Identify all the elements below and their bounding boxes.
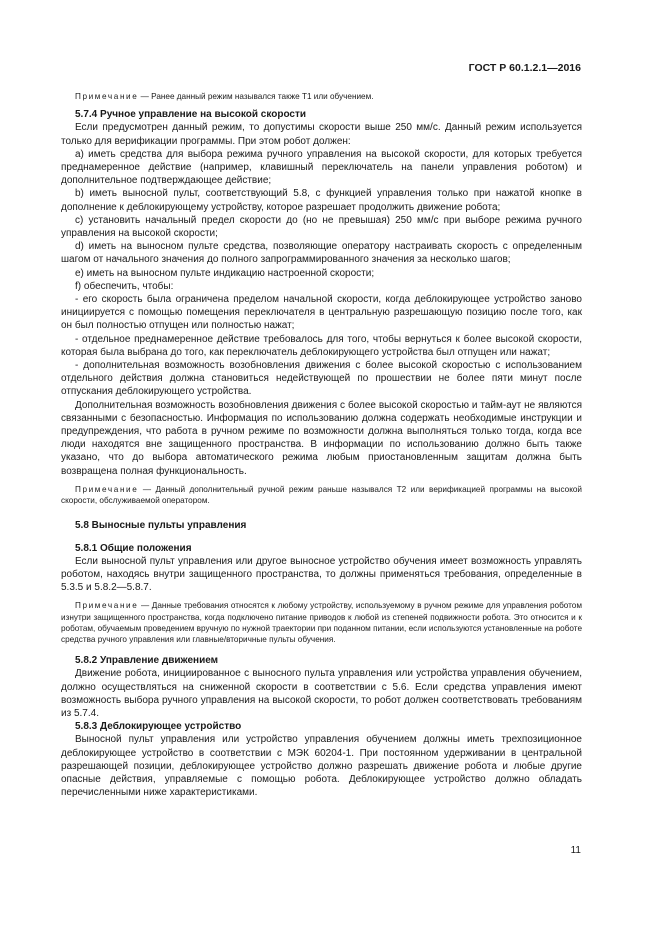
paragraph: Если предусмотрен данный режим, то допустимы скорости выше 250 мм/с. Данный режим используется только для верификации программы. При этом робот должен:: [61, 122, 582, 147]
dash-item-2: - отдельное преднамеренное действие требовалось для того, чтобы вернуться к более высокой скорости, которая была выбрана до того, как переключатель деблокирующего устройства был отпущен или нажат;: [61, 333, 582, 358]
list-item-e: е) иметь на выносном пульте индикацию настроенной скорости;: [75, 267, 375, 279]
note-label: Примечание: [75, 601, 139, 611]
list-item-f: f) обеспечить, чтобы:: [75, 280, 174, 292]
note-label: Примечание: [75, 484, 139, 494]
paragraph: Если выносной пульт управления или другое выносное устройство обучения имеет возможность управлять роботом, находясь внутри защищенного пространства, то должны применяться требования, определенные в 5.3.5 и 5.8.2—5.8.7.: [61, 555, 582, 594]
section-heading-5-8-3: 5.8.3 Деблокирующее устройство: [75, 721, 242, 733]
section-heading-5-7-4: 5.7.4 Ручное управление на высокой скорости: [75, 109, 307, 121]
note-1: [61, 91, 582, 102]
paragraph: Движение робота, инициированное с выносного пульта управления или устройства управления обучением, должно осуществляться на сниженной скорости в соответствии с 5.6. Если средства управления имеют возможность выбора ручного управления на высокой скорости, то робот должен соответствовать требованиям из 5.7.4.: [61, 668, 582, 719]
page-body: [61, 91, 582, 799]
note-3: [61, 600, 582, 645]
list-item-a: а) иметь средства для выбора режима ручного управления на высокой скорости, для которых требуется преднамеренное действие (например, клавишный переключатель на панели управления роботом) и дополнительное подтверждающее действие;: [61, 148, 582, 187]
list-item-d: d) иметь на выносном пульте средства, позволяющие оператору настраивать скорость с определенным шагом от начального значения до полного запрограммированного значения за несколько шагов;: [61, 241, 582, 266]
dash-item-3: - дополнительная возможность возобновления движения с более высокой скоростью с использованием отдельного действия должна становиться недействующей по прошествии не более пяти минут после отпускания деблокирующего устройства.: [61, 360, 582, 398]
document-header: ГОСТ Р 60.1.2.1—2016: [468, 62, 581, 74]
note-text: — Ранее данный режим назывался также Т1 или обучением.: [138, 92, 374, 101]
paragraph: Дополнительная возможность возобновления движения с более высокой скоростью и тайм-аут не являются связанными с безопасностью. Информация по использованию должна содержать необходимые инструкции и предупреждения, что работа в ручном режиме по возможности должна выполняться только тогда, когда все люди находятся вне защищенного пространства. В информации по использованию должно быть также указано, что до выбора автоматического режима любым приостановленным защитам должна быть возвращена полная функциональность.: [61, 399, 582, 477]
section-heading-5-8-1: 5.8.1 Общие положения: [75, 542, 192, 554]
note-text: — Данный дополнительный ручной режим раньше назывался Т2 или верификацией программы на высокой скорости, обслуживаемой оператором.: [61, 484, 582, 506]
list-item-b: b) иметь выносной пульт, соответствующий 5.8, с функцией управления только при нажатой кнопке в дополнение к деблокирующему устройству, которое разрешает продолжить движение робота;: [61, 188, 582, 213]
note-label: Примечание: [75, 92, 139, 101]
section-heading-5-8: 5.8 Выносные пульты управления: [75, 520, 247, 532]
note-text: — Данные требования относятся к любому устройству, используемому в ручном режиме для управления роботом изнутри защищенного пространства, когда подключено питание приводов к любой из степеней подвижности робота. Это относится и к роботам, обучаемым проведением вручную по нужной траектории при поданном питании, если используются установленные на роботе средства ручного управления или главные/вторичные пульты обучения.: [61, 601, 582, 644]
dash-item-1: - его скорость была ограничена пределом начальной скорости, когда деблокирующее устройство заново инициируется с помощью помещения переключателя в центральную разрешающую позицию после того, как он был полностью отпущен или полностью нажат;: [61, 294, 582, 332]
section-heading-5-8-2: 5.8.2 Управление движением: [75, 655, 219, 667]
list-item-c: с) установить начальный предел скорости до (но не превышая) 250 мм/с при выборе режима ручного управления на высокой скорости;: [61, 214, 582, 240]
page-number: 11: [570, 845, 581, 856]
note-2: [61, 484, 582, 506]
paragraph: Выносной пульт управления или устройство управления обучением должны иметь трехпозиционное деблокирующее устройство в соответствии с МЭК 60204-1. При постоянном удерживании в центральной разрешающей позиции, деблокирующее устройство должно разрешать движение робота и любые другие опасные действия, управляемые с помощью робота. Деблокирующее устройство должно обладать перечисленными ниже характеристиками.: [61, 734, 582, 799]
